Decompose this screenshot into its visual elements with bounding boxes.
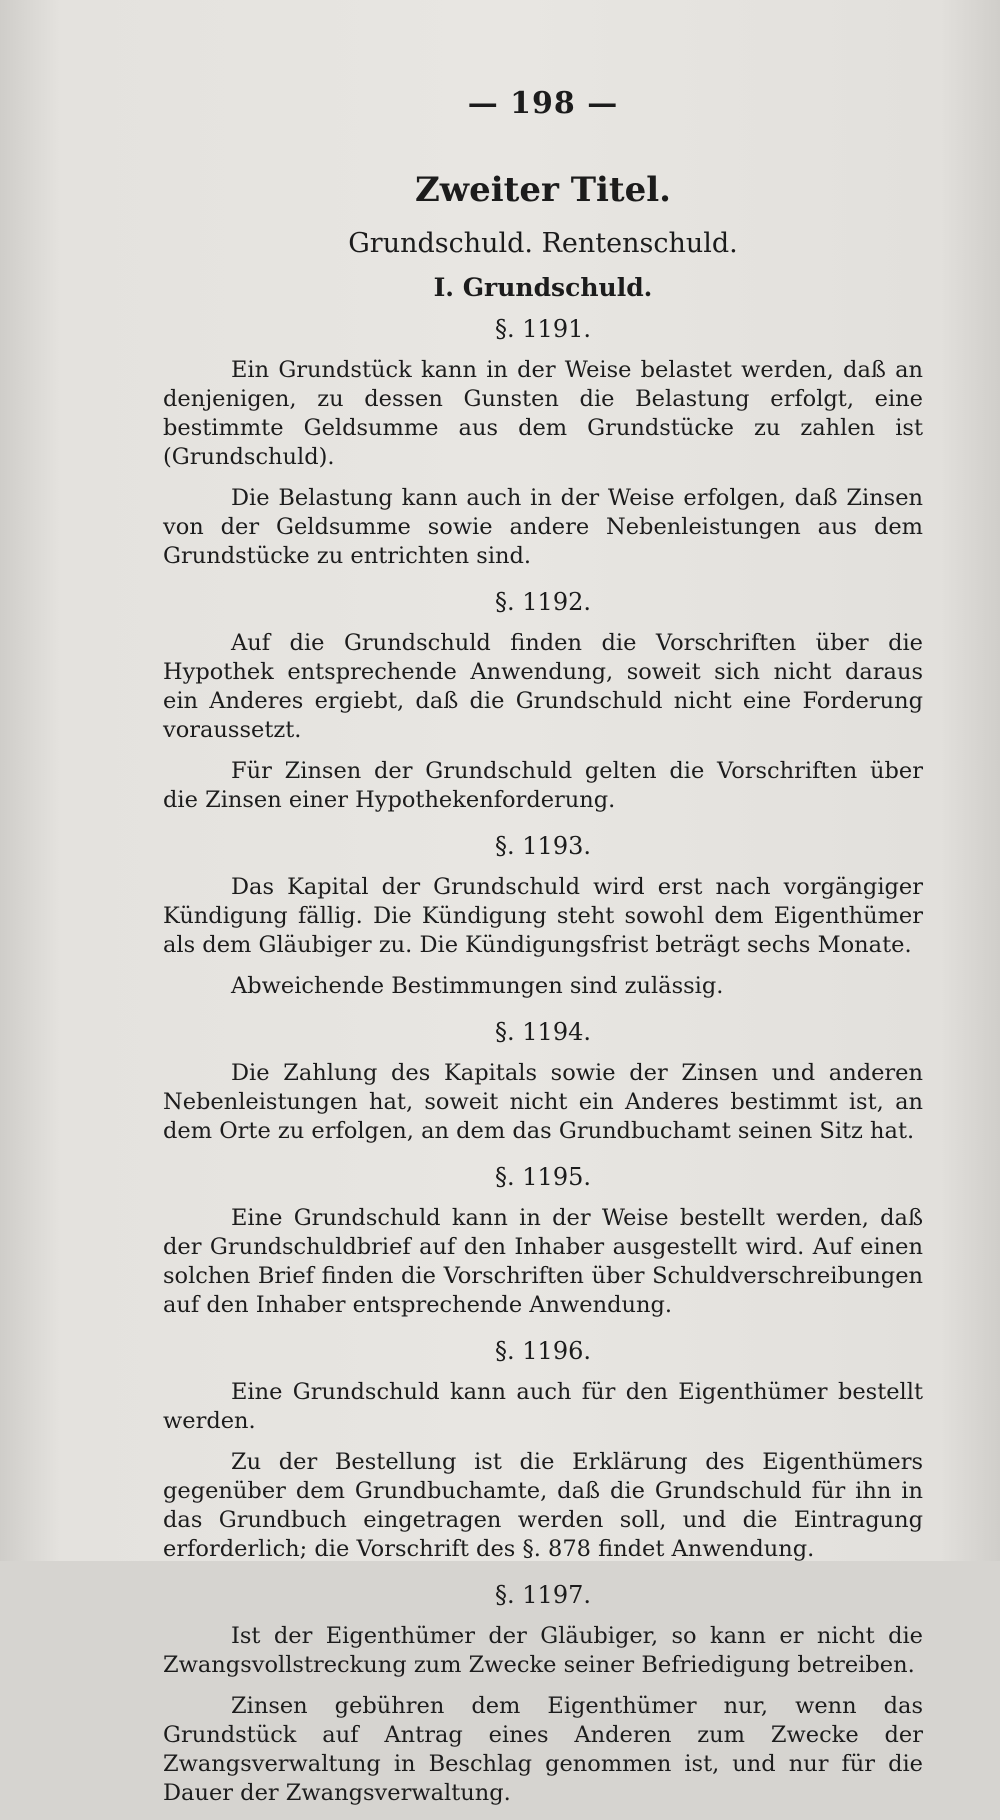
- part-heading: I. Grundschuld.: [433, 273, 653, 302]
- paragraph: Die Belastung kann auch in der Weise erfolgen, daß Zinsen von der Geldsumme sowie andere Nebenleistungen aus dem Grundstücke zu entrichten sind.: [163, 485, 923, 569]
- section-1195: [163, 1158, 923, 1320]
- section-1194: [163, 1013, 923, 1146]
- section-1196: [163, 1332, 923, 1564]
- section-heading: §. 1197.: [495, 1581, 591, 1609]
- paragraph: Abweichende Bestimmungen sind zulässig.: [231, 973, 724, 999]
- page-subtitle: Grundschuld. Rentenschuld.: [348, 228, 738, 259]
- section-heading: §. 1193.: [495, 832, 591, 860]
- page-title: Zweiter Titel.: [414, 170, 672, 210]
- page-number: — 198 —: [467, 86, 619, 121]
- page-content: [163, 84, 923, 1820]
- paragraph: Die Zahlung des Kapitals sowie der Zinsen und anderen Nebenleistungen hat, soweit nicht ein Anderes bestimmt ist, an dem Orte zu erfolgen, an dem das Grundbuchamt seinen Sitz hat.: [163, 1060, 923, 1144]
- section-1193: [163, 827, 923, 1001]
- paragraph: Für Zinsen der Grundschuld gelten die Vorschriften über die Zinsen einer Hypothekenforderung.: [163, 758, 923, 813]
- paragraph: Das Kapital der Grundschuld wird erst nach vorgängiger Kündigung fällig. Die Kündigung steht sowohl dem Eigenthümer als dem Gläubiger zu. Die Kündigungsfrist beträgt sechs Monate.: [163, 874, 923, 958]
- paragraph: Ein Grundstück kann in der Weise belastet werden, daß an denjenigen, zu dessen Gunsten die Belastung erfolgt, eine bestimmte Geldsumme aus dem Grundstücke zu zahlen ist (Grundschuld).: [163, 357, 923, 470]
- section-heading: §. 1192.: [495, 588, 591, 616]
- section-heading: §. 1194.: [495, 1018, 591, 1046]
- paragraph: Zinsen gebühren dem Eigenthümer nur, wenn das Grundstück auf Antrag eines Anderen zum Zwecke der Zwangsverwaltung in Beschlag genommen ist, und nur für die Dauer der Zwangsverwaltung.: [163, 1693, 923, 1806]
- paragraph: Auf die Grundschuld finden die Vorschriften über die Hypothek entsprechende Anwendung, soweit sich nicht daraus ein Anderes ergiebt, daß die Grundschuld nicht eine Forderung voraussetzt.: [163, 630, 923, 743]
- paragraph: Eine Grundschuld kann auch für den Eigenthümer bestellt werden.: [163, 1379, 923, 1434]
- section-heading: §. 1191.: [495, 315, 591, 343]
- paragraph: Eine Grundschuld kann in der Weise bestellt werden, daß der Grundschuldbrief auf den Inhaber ausgestellt wird. Auf einen solchen Brief finden die Vorschriften über Schuldverschreibungen auf den Inhaber entsprechende Anwendung.: [163, 1205, 923, 1318]
- section-1191: [163, 310, 923, 571]
- section-1197: [163, 1576, 923, 1808]
- paragraph: Zu der Bestellung ist die Erklärung des Eigenthümers gegenüber dem Grundbuchamte, daß die Grundschuld für ihn in das Grundbuch eingetragen werden soll, und die Eintragung erforderlich; die Vorschrift des §. 878 findet Anwendung.: [163, 1449, 923, 1562]
- section-heading: §. 1195.: [495, 1163, 591, 1191]
- paragraph: Ist der Eigenthümer der Gläubiger, so kann er nicht die Zwangsvollstreckung zum Zwecke seiner Befriedigung betreiben.: [163, 1623, 923, 1678]
- section-heading: §. 1196.: [495, 1337, 591, 1365]
- section-1192: [163, 583, 923, 815]
